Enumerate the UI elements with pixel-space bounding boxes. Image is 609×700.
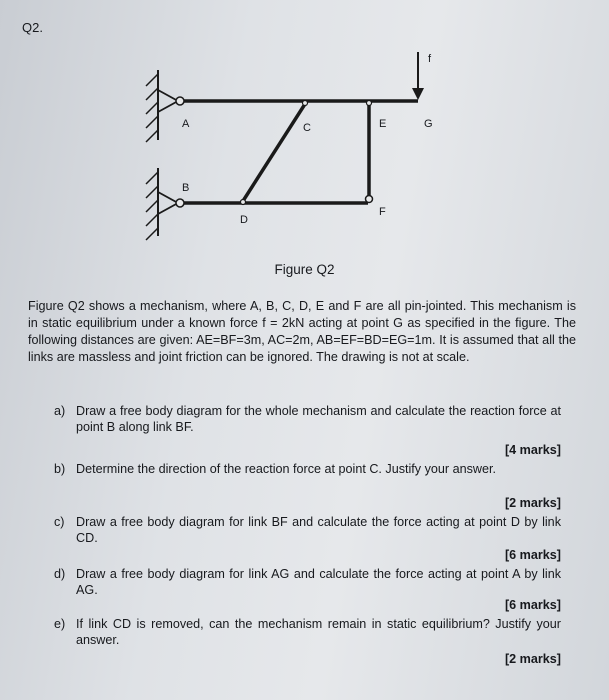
pin-f [366, 196, 373, 203]
question-letter: d) [54, 567, 66, 581]
label-f-point: F [379, 206, 386, 218]
label-a: A [182, 118, 190, 130]
question-text: Determine the direction of the reaction force at point C. Justify your answer. [76, 462, 496, 476]
question-c [54, 514, 561, 546]
question-a [54, 403, 561, 435]
marks-d: [6 marks] [504, 598, 561, 612]
marks-c: [6 marks] [504, 548, 561, 562]
label-b: B [182, 182, 190, 194]
label-e: E [379, 118, 387, 130]
marks-e: [2 marks] [504, 652, 561, 666]
question-b [54, 461, 561, 477]
question-letter: c) [54, 515, 65, 529]
pin-e [367, 101, 372, 106]
pin-c [303, 101, 308, 106]
question-text: If link CD is removed, can the mechanism remain in static equilibrium? Justify your answer. [76, 617, 561, 647]
question-e [54, 616, 561, 648]
question-text: Draw a free body diagram for link AG and calculate the force acting at point A by link AG. [76, 567, 561, 597]
label-d: D [240, 214, 248, 226]
marks-a: [4 marks] [504, 443, 561, 457]
label-f: f [428, 53, 432, 65]
label-c: C [303, 122, 311, 134]
pin-b [176, 199, 184, 207]
link-cd [243, 104, 305, 201]
force-f-arrowhead [412, 88, 424, 100]
question-number: Q2. [22, 20, 43, 35]
problem-statement: Figure Q2 shows a mechanism, where A, B, C, D, E and F are all pin-jointed. This mechanism is in static equilibrium under a known force f = 2kN acting at point G as specified in the figure. The following distances are given: AE=BF=3m, AC=2m, AB=EF=BD=EG=1m. It is assumed that all the links are massless and joint friction can be ignored. The drawing is not at scale. [28, 299, 576, 364]
figure-caption: Figure Q2 [274, 262, 335, 277]
question-text: Draw a free body diagram for link BF and calculate the force acting at point D by link CD. [76, 515, 561, 545]
pin-a [176, 97, 184, 105]
marks-b: [2 marks] [504, 496, 561, 510]
question-d [54, 566, 561, 598]
question-text: Draw a free body diagram for the whole mechanism and calculate the reaction force at point B along link BF. [76, 404, 561, 434]
label-g: G [424, 118, 433, 130]
question-letter: e) [54, 617, 66, 631]
pin-d [241, 200, 246, 205]
question-letter: a) [54, 404, 66, 418]
upper-wall-support [146, 70, 178, 142]
question-letter: b) [54, 462, 66, 476]
lower-wall-support [146, 168, 178, 240]
